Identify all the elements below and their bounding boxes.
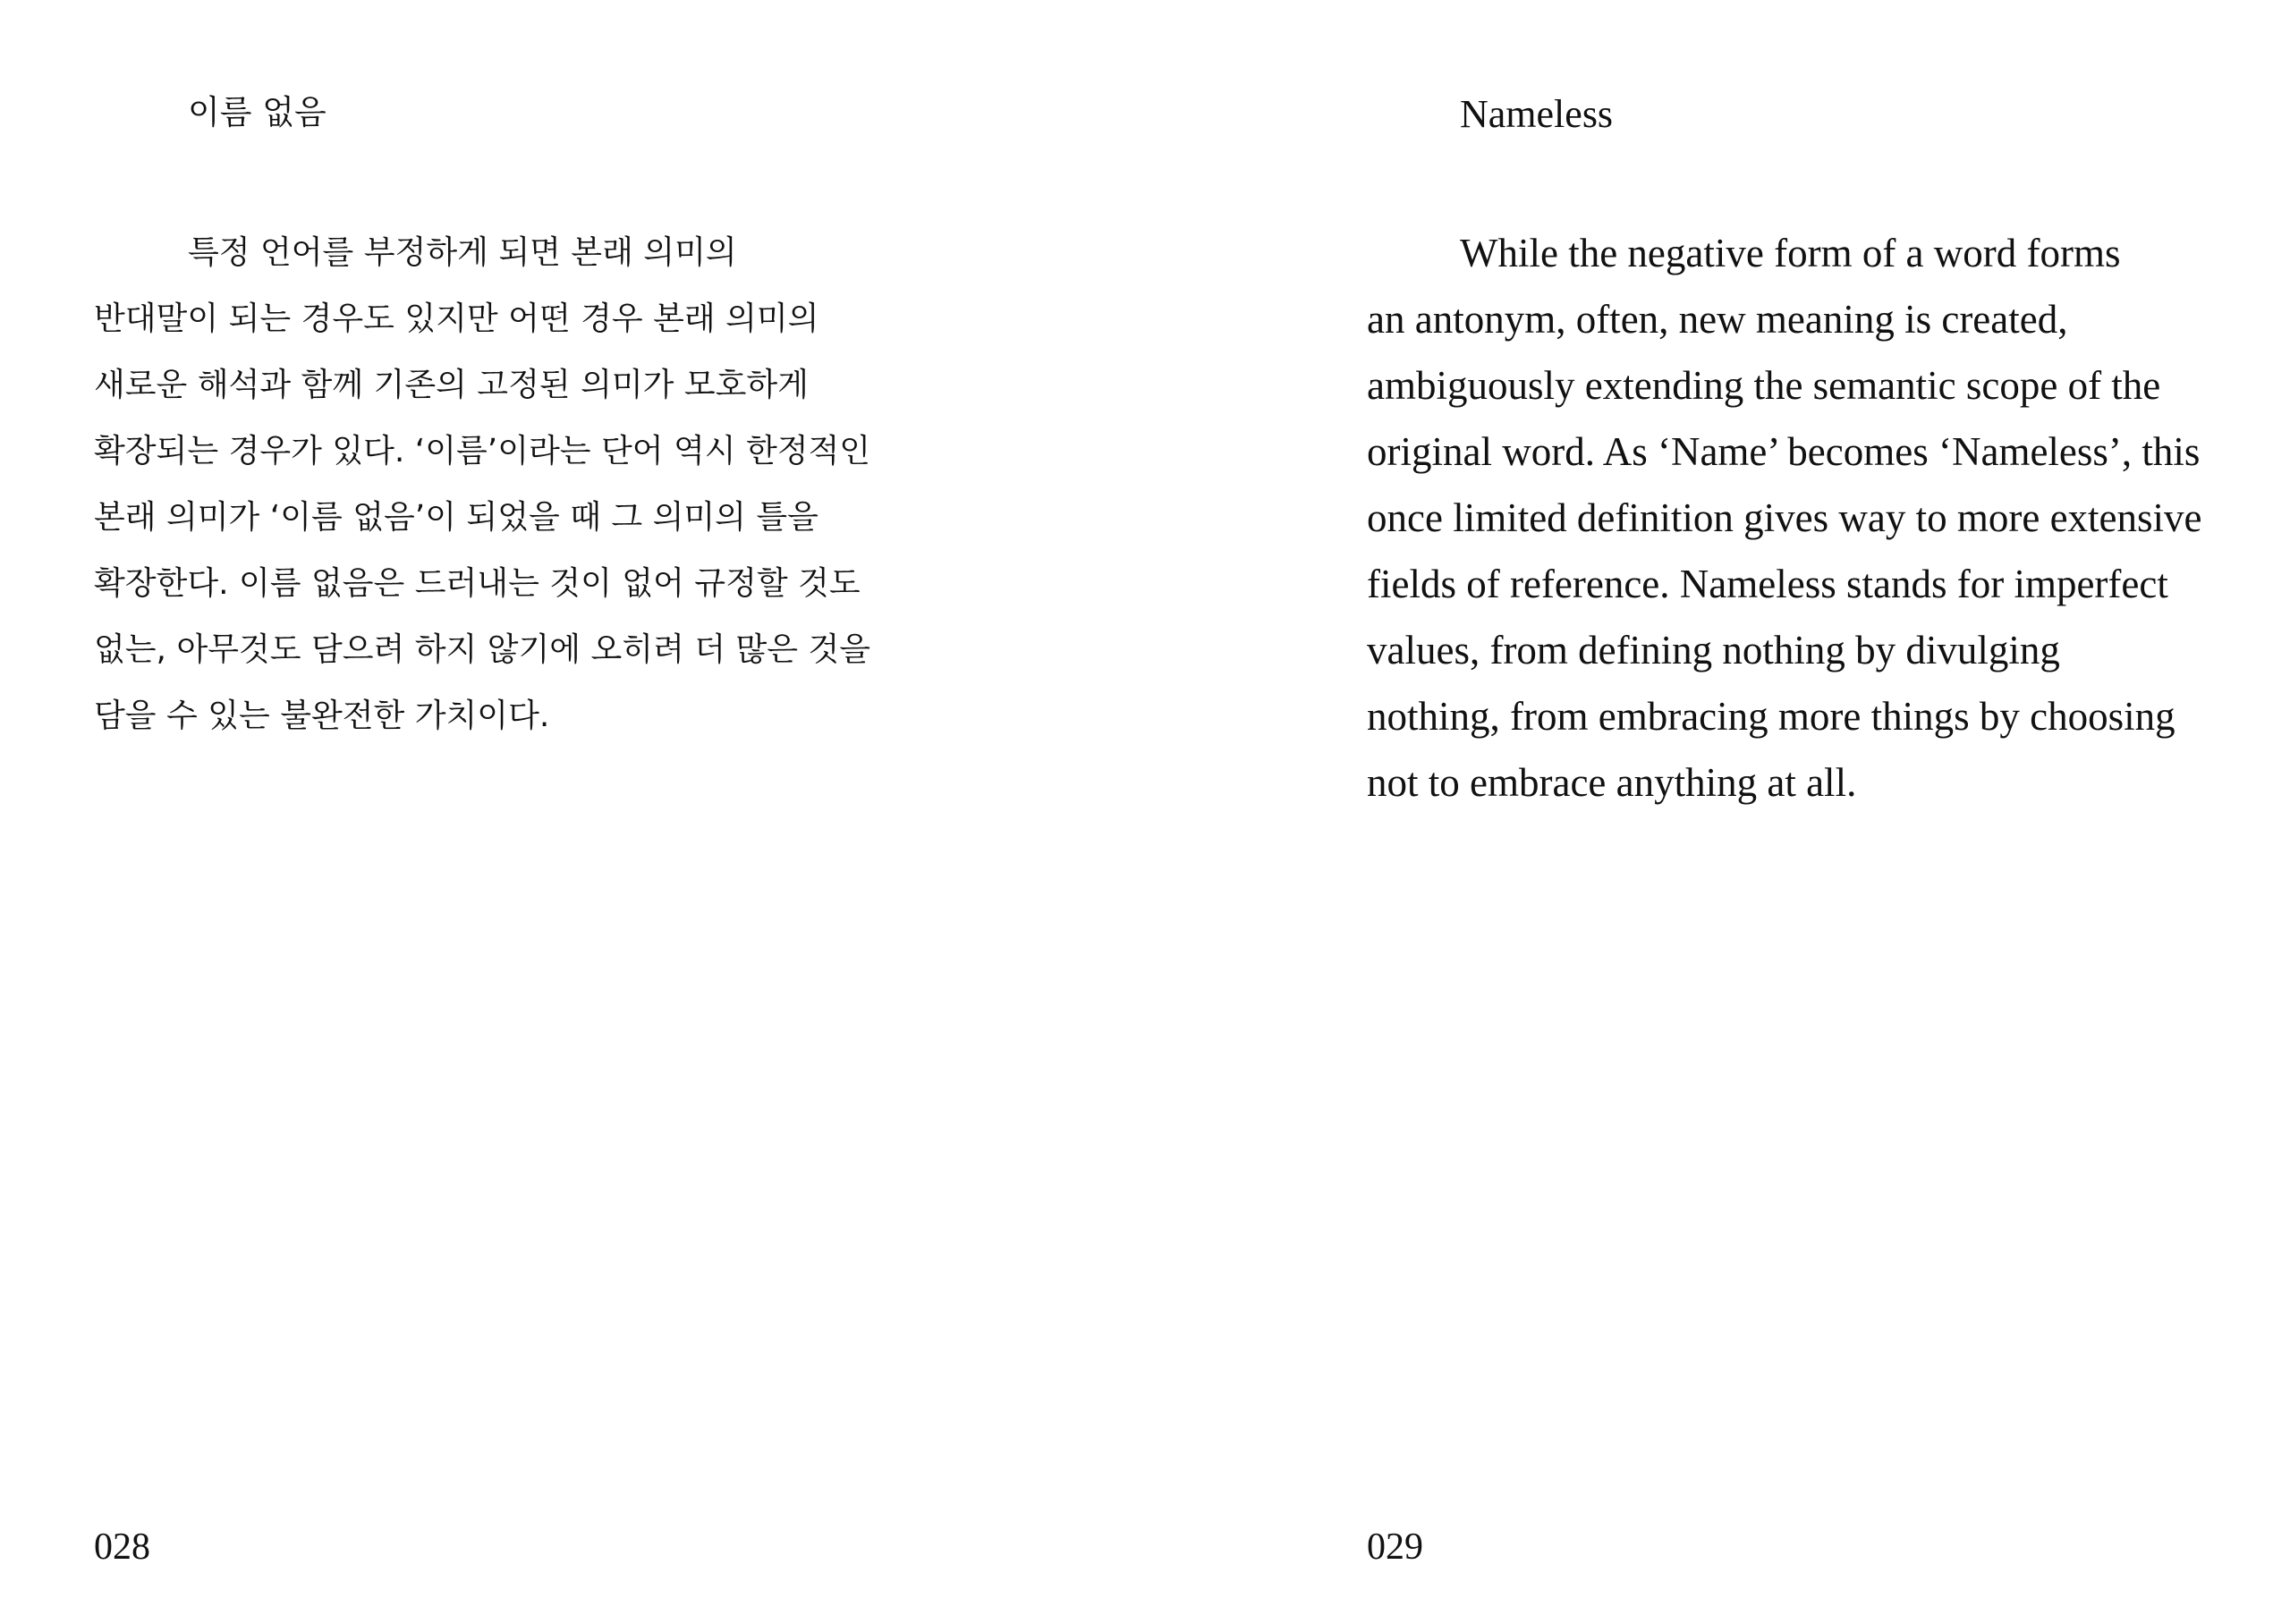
english-body-line: values, from defining nothing by divulging <box>1367 628 2060 672</box>
english-body-line: an antonym, often, new meaning is created, <box>1367 297 2068 342</box>
korean-body-line: 없는, 아무것도 담으려 하지 않기에 오히려 더 많은 것을 <box>94 631 871 668</box>
korean-body-line: 특정 언어를 부정하게 되면 본래 의미의 <box>188 234 737 271</box>
english-body-line: fields of reference. Nameless stands for imperfect <box>1367 562 2168 606</box>
page-number-left: 028 <box>94 1527 150 1568</box>
english-body-paragraph <box>1367 220 2202 816</box>
korean-body-line: 담을 수 있는 불완전한 가치이다. <box>94 698 550 734</box>
korean-body-line: 확장되는 경우가 있다. ‘이름’이라는 단어 역시 한정적인 <box>94 433 871 469</box>
korean-body-paragraph <box>94 220 870 749</box>
korean-body-line: 반대말이 되는 경우도 있지만 어떤 경우 본래 의미의 <box>94 300 819 337</box>
english-title: Nameless <box>1460 92 1614 136</box>
korean-body-line: 본래 의미가 ‘이름 없음’이 되었을 때 그 의미의 틀을 <box>94 499 818 536</box>
korean-title: 이름 없음 <box>188 93 327 131</box>
english-body-line: once limited definition gives way to more extensive <box>1367 495 2202 540</box>
english-body-line: not to embrace anything at all. <box>1367 760 1857 805</box>
english-body-line: ambiguously extending the semantic scope of the <box>1367 363 2161 408</box>
english-body-line: While the negative form of a word forms <box>1460 231 2121 275</box>
english-body-line: nothing, from embracing more things by choosing <box>1367 694 2176 739</box>
english-body-line: original word. As ‘Name’ becomes ‘Nameless’, this <box>1367 429 2201 474</box>
korean-body-line: 새로운 해석과 함께 기존의 고정된 의미가 모호하게 <box>94 367 809 403</box>
right-page-english <box>1145 0 2290 1624</box>
page-number-right: 029 <box>1367 1527 1423 1568</box>
korean-body-line: 확장한다. 이름 없음은 드러내는 것이 없어 규정할 것도 <box>94 565 861 602</box>
